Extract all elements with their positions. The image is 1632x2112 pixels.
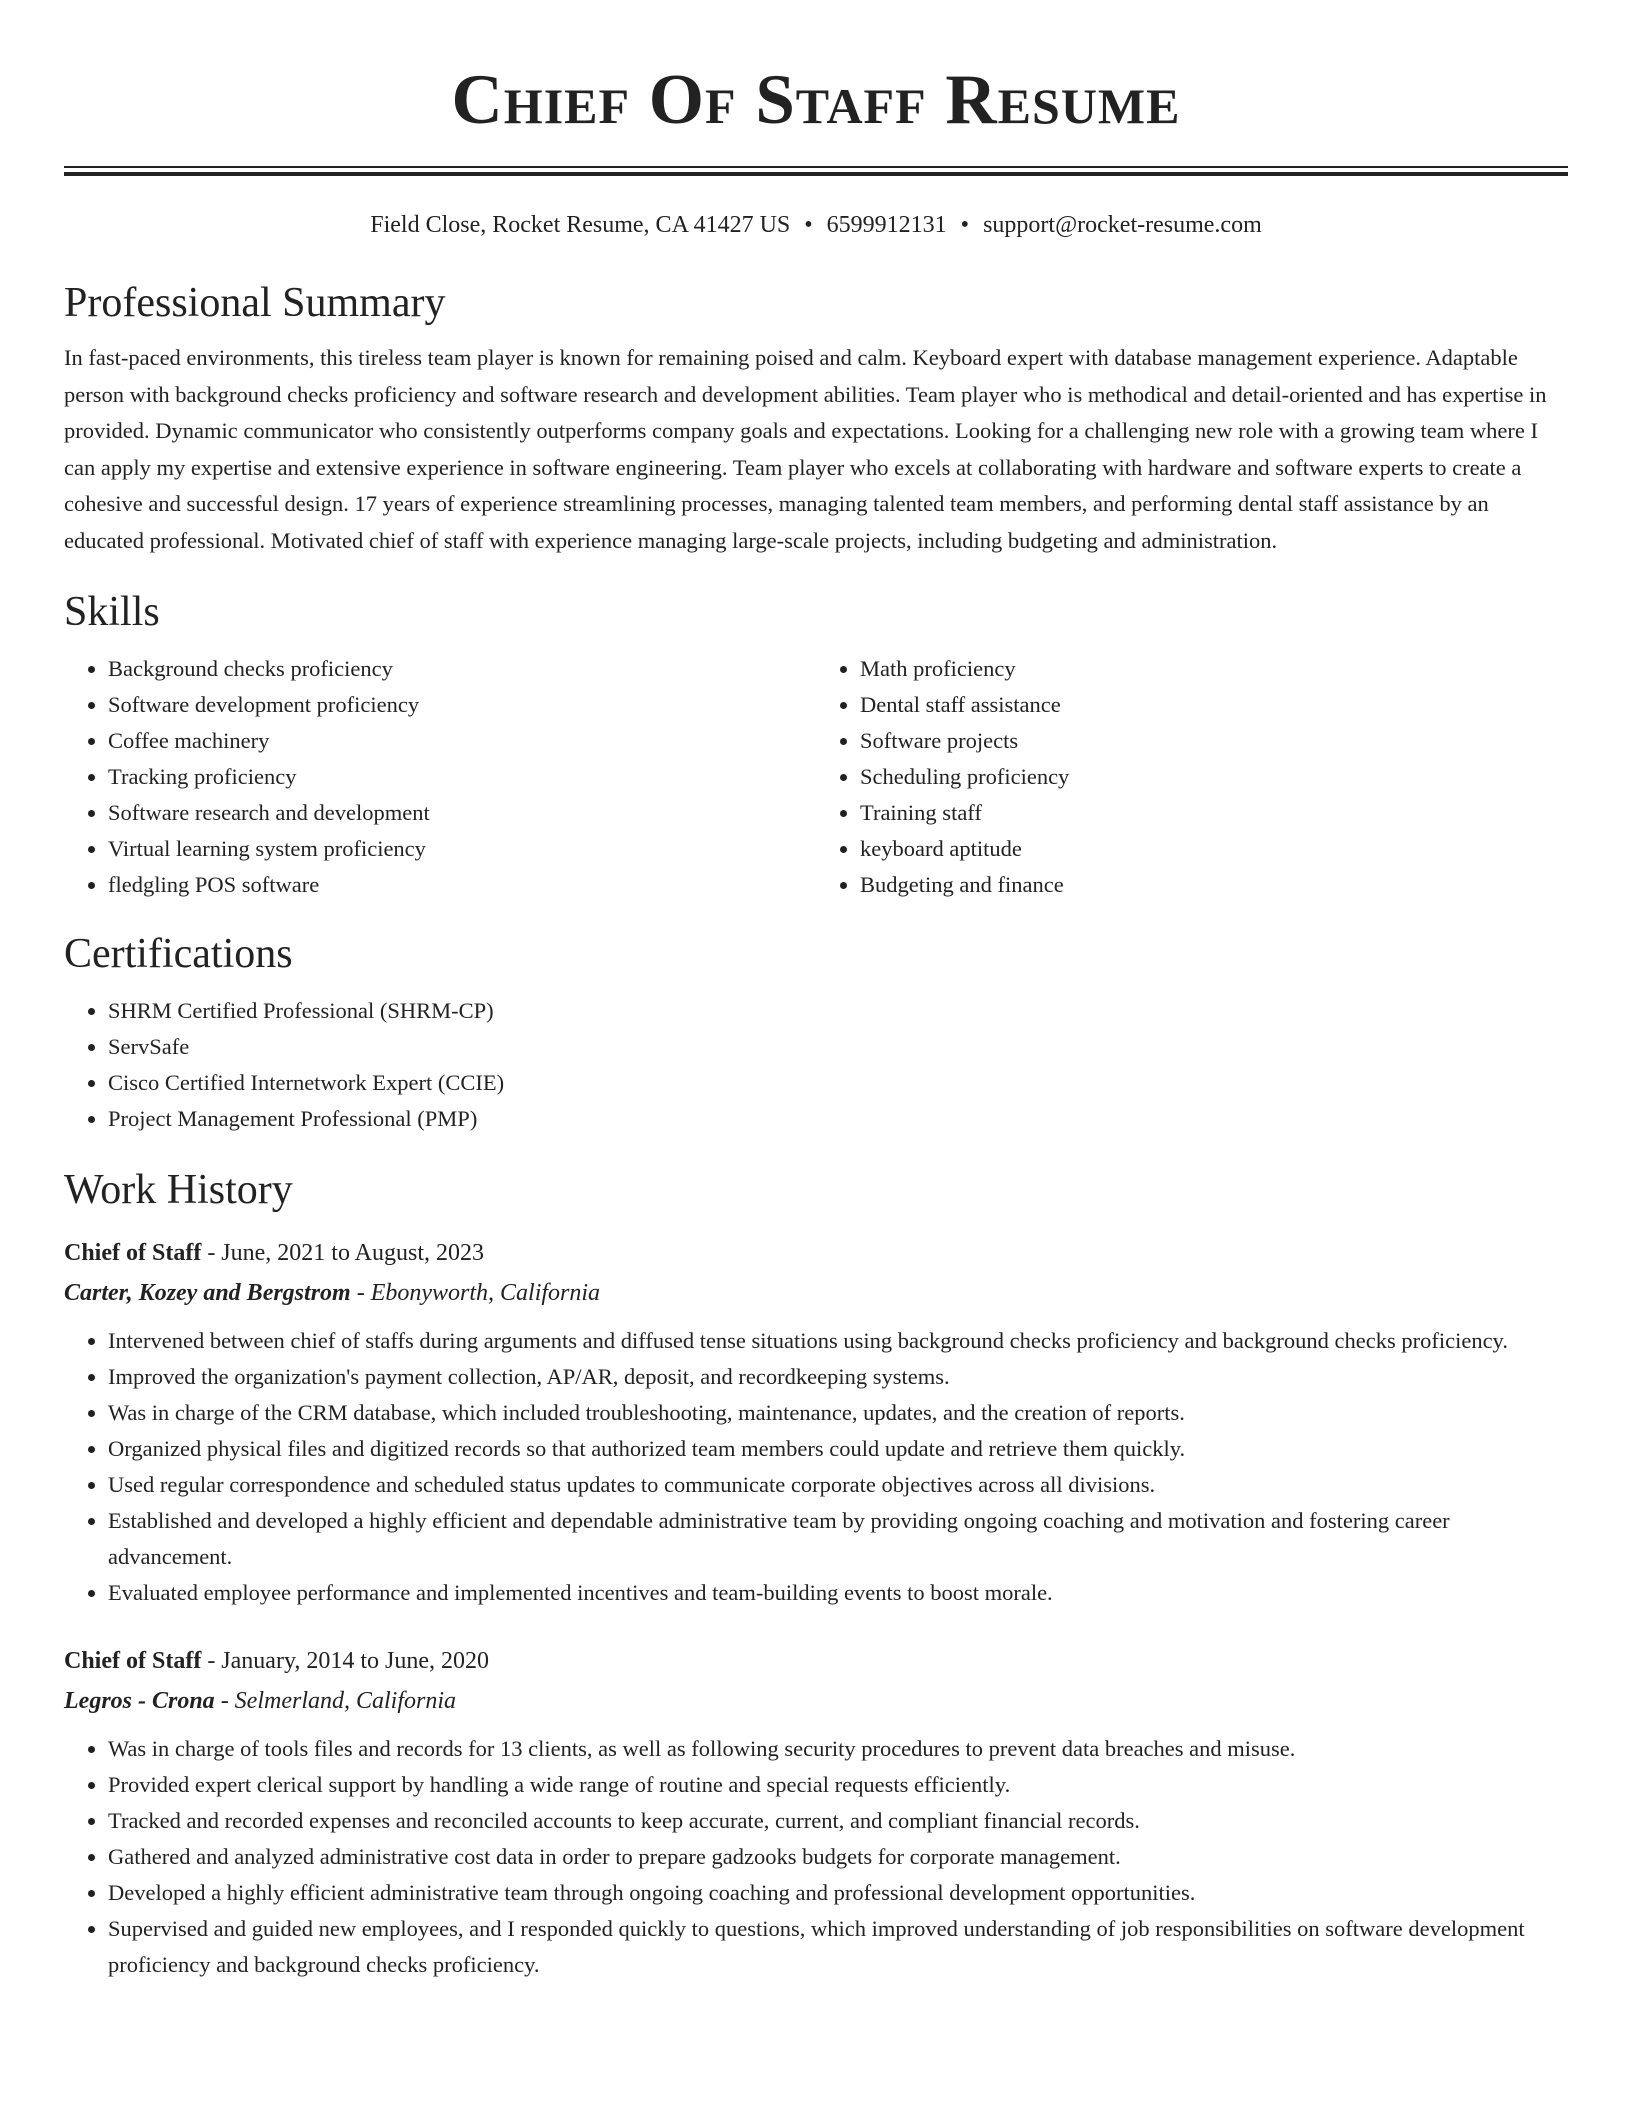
resume-title: Chief Of Staff Resume xyxy=(451,61,1181,139)
certification-item: • SHRM Certified Professional (SHRM-CP) xyxy=(108,993,1568,1029)
job-title: Chief of Staff xyxy=(64,1240,202,1266)
job-dates: - June, 2021 to August, 2023 xyxy=(201,1240,484,1266)
job-title-line xyxy=(64,1641,1568,1681)
skill-item: • fledgling POS software xyxy=(108,867,816,903)
job-entry xyxy=(64,1233,1568,1611)
contact-email: support@rocket-resume.com xyxy=(983,212,1262,238)
job-location: - Selmerland, California xyxy=(214,1688,457,1714)
title-double-rule xyxy=(64,166,1568,176)
work-history-heading: Work History xyxy=(64,1167,293,1213)
skill-item: • Dental staff assistance xyxy=(860,687,1568,723)
certification-item: • ServSafe xyxy=(108,1029,1568,1065)
skill-item: • Coffee machinery xyxy=(108,723,816,759)
job-dates: - January, 2014 to June, 2020 xyxy=(201,1648,490,1674)
skill-item: • Tracking proficiency xyxy=(108,759,816,795)
job-company-line xyxy=(64,1273,1568,1313)
skill-item: • Software development proficiency xyxy=(108,687,816,723)
job-bullet: • Evaluated employee performance and implemented incentives and team-building events to boost morale. xyxy=(108,1575,1568,1611)
certification-item: • Cisco Certified Internetwork Expert (CCIE) xyxy=(108,1065,1568,1101)
contact-line xyxy=(64,210,1568,240)
skills-left-list xyxy=(64,651,816,903)
skill-item: • Background checks proficiency xyxy=(108,651,816,687)
summary-heading: Professional Summary xyxy=(64,280,446,326)
contact-phone: 6599912131 xyxy=(826,212,947,238)
skills-right-list xyxy=(816,651,1568,903)
certifications-list xyxy=(64,993,1568,1137)
job-bullets xyxy=(64,1323,1568,1611)
skill-item: • Software projects xyxy=(860,723,1568,759)
job-bullet: • Was in charge of tools files and records for 13 clients, as well as following security procedures to prevent data breaches and misuse. xyxy=(108,1731,1568,1767)
contact-separator: • xyxy=(960,212,970,238)
job-bullet: • Improved the organization's payment collection, AP/AR, deposit, and recordkeeping systems. xyxy=(108,1359,1568,1395)
job-bullet: • Gathered and analyzed administrative cost data in order to prepare gadzooks budgets for corporate management. xyxy=(108,1839,1568,1875)
certification-item: • Project Management Professional (PMP) xyxy=(108,1101,1568,1137)
job-bullet: • Established and developed a highly efficient and dependable administrative team by providing ongoing coaching and motivation and fostering career advancement. xyxy=(108,1503,1568,1575)
skill-item: • Budgeting and finance xyxy=(860,867,1568,903)
contact-address: Field Close, Rocket Resume, CA 41427 US xyxy=(370,212,791,238)
certifications-heading: Certifications xyxy=(64,931,293,977)
job-bullet: • Supervised and guided new employees, and I responded quickly to questions, which improved understanding of job responsibilities on software development proficiency and background checks proficiency. xyxy=(108,1911,1568,1983)
skill-item: • Scheduling proficiency xyxy=(860,759,1568,795)
job-company-line xyxy=(64,1681,1568,1721)
job-bullet: • Tracked and recorded expenses and reconciled accounts to keep accurate, current, and compliant financial records. xyxy=(108,1803,1568,1839)
skill-item: • Software research and development xyxy=(108,795,816,831)
contact-separator: • xyxy=(804,212,813,238)
job-bullet: • Developed a highly efficient administrative team through ongoing coaching and professional development opportunities. xyxy=(108,1875,1568,1911)
job-bullet: • Intervened between chief of staffs during arguments and diffused tense situations using background checks proficiency and background checks proficiency. xyxy=(108,1323,1568,1359)
job-title: Chief of Staff xyxy=(64,1648,202,1674)
skills-columns xyxy=(64,651,1568,903)
job-bullet: • Organized physical files and digitized records so that authorized team members could update and retrieve them quickly. xyxy=(108,1431,1568,1467)
job-bullet: • Was in charge of the CRM database, which included troubleshooting, maintenance, updates, and the creation of reports. xyxy=(108,1395,1568,1431)
skill-item: • Training staff xyxy=(860,795,1568,831)
skill-item: • keyboard aptitude xyxy=(860,831,1568,867)
job-bullets xyxy=(64,1731,1568,1983)
skill-item: • Virtual learning system proficiency xyxy=(108,831,816,867)
job-company: Legros - Crona xyxy=(64,1688,215,1714)
job-bullet: • Used regular correspondence and scheduled status updates to communicate corporate objectives across all divisions. xyxy=(108,1467,1568,1503)
job-entry xyxy=(64,1641,1568,1983)
job-bullet: • Provided expert clerical support by handling a wide range of routine and special requests efficiently. xyxy=(108,1767,1568,1803)
summary-text: In fast-paced environments, this tireless team player is known for remaining poised and calm. Keyboard expert with database management experience. Adaptable person with background checks proficiency and software research and development abilities. Team player who is methodical and detail-oriented and has expertise in provided. Dynamic communicator who consistently outperforms company goals and expectations. Looking for a challenging new role with a growing team where I can apply my expertise and extensive experience in software engineering. Team player who excels at collaborating with hardware and software experts to create a cohesive and successful design. 17 years of experience streamlining processes, managing talented team members, and performing dental staff assistance by an educated professional. Motivated chief of staff with experience managing large-scale projects, including budgeting and administration. xyxy=(64,345,1547,553)
skill-item: • Math proficiency xyxy=(860,651,1568,687)
job-title-line xyxy=(64,1233,1568,1273)
skills-heading: Skills xyxy=(64,589,160,635)
job-location: - Ebonyworth, California xyxy=(350,1280,601,1306)
job-company: Carter, Kozey and Bergstrom xyxy=(64,1280,351,1306)
